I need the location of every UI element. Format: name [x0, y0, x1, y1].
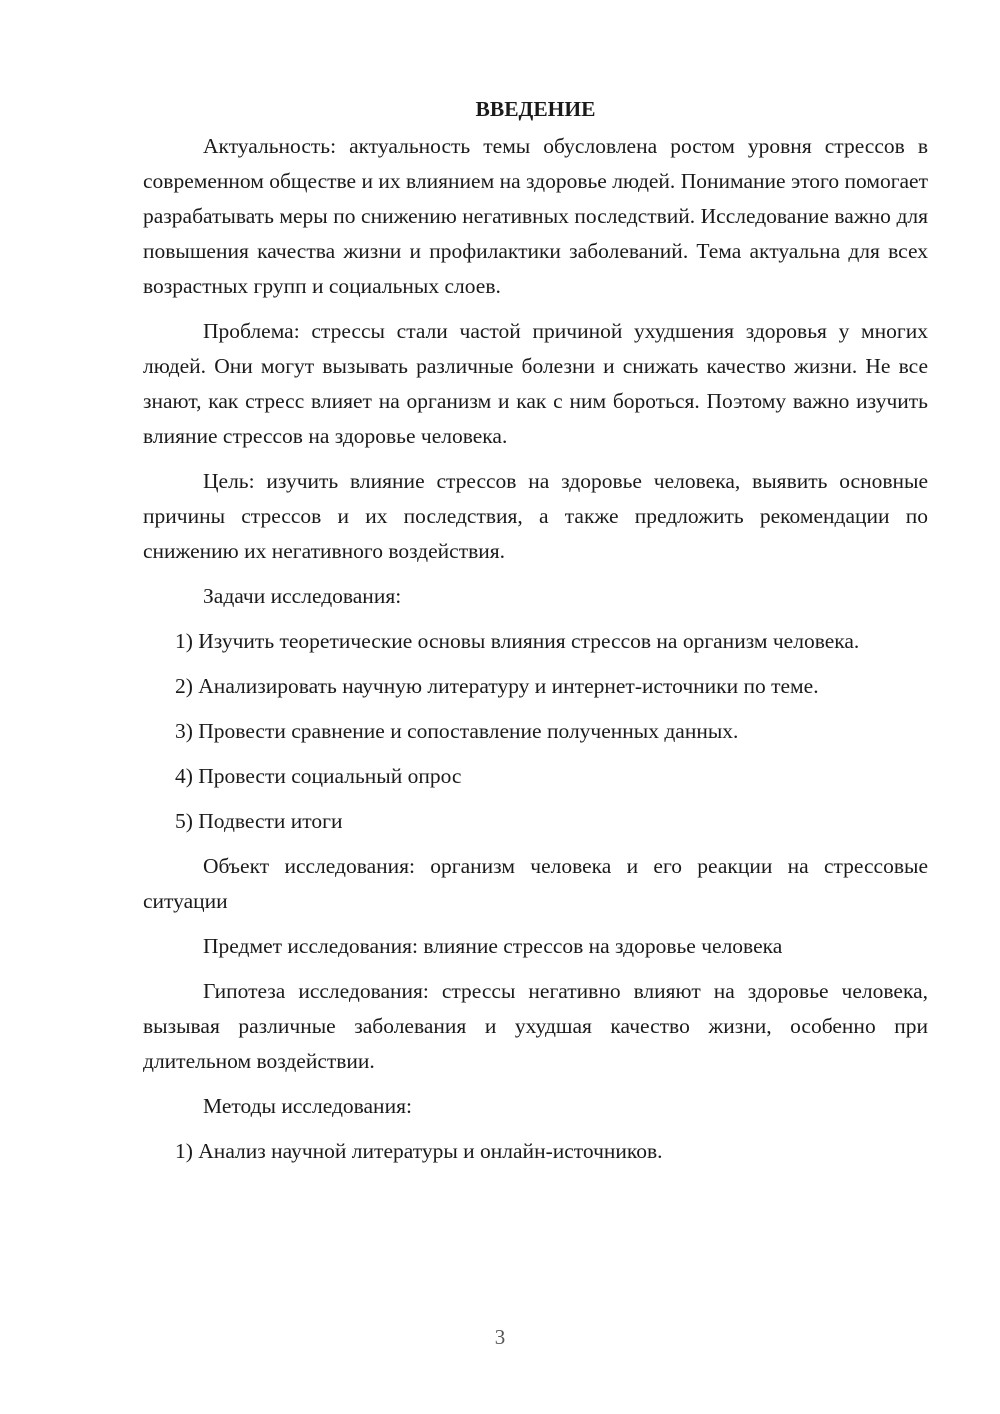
- methods-heading: Методы исследования:: [203, 1094, 412, 1118]
- task-item-5: 5) Подвести итоги: [175, 809, 343, 833]
- section-heading: ВВЕДЕНИЕ: [475, 97, 596, 121]
- subject-paragraph: Предмет исследования: влияние стрессов на здоровье человека: [203, 934, 783, 958]
- task-item-1: 1) Изучить теоретические основы влияния стрессов на организм человека.: [175, 629, 860, 653]
- method-item-1: 1) Анализ научной литературы и онлайн-источников.: [175, 1139, 663, 1163]
- relevance-paragraph: Актуальность: актуальность темы обусловлена ростом уровня стрессов в современном обществе и их влиянием на здоровье людей. Понимание этого помогает разрабатывать меры по снижению негативных последствий. Исследование важно для повышения качества жизни и профилактики заболеваний. Тема актуальна для всех возрастных групп и социальных слоев.: [143, 134, 928, 298]
- task-item-2: 2) Анализировать научную литературу и интернет-источники по теме.: [175, 674, 819, 698]
- page-number: 3: [494, 1325, 506, 1349]
- goal-paragraph: Цель: изучить влияние стрессов на здоровье человека, выявить основные причины стрессов и их последствия, а также предложить рекомендации по снижению их негативного воздействия.: [143, 469, 928, 563]
- page-content: [143, 92, 928, 1179]
- task-item-3: 3) Провести сравнение и сопоставление полученных данных.: [175, 719, 739, 743]
- task-item-4: 4) Провести социальный опрос: [175, 764, 462, 788]
- object-paragraph: Объект исследования: организм человека и его реакции на стрессовые ситуации: [143, 854, 928, 913]
- hypothesis-paragraph: Гипотеза исследования: стрессы негативно влияют на здоровье человека, вызывая различные заболевания и ухудшая качество жизни, особенно при длительном воздействии.: [143, 979, 928, 1073]
- problem-paragraph: Проблема: стрессы стали частой причиной ухудшения здоровья у многих людей. Они могут вызывать различные болезни и снижать качество жизни. Не все знают, как стресс влияет на организм и как с ним бороться. Поэтому важно изучить влияние стрессов на здоровье человека.: [143, 319, 928, 448]
- tasks-heading: Задачи исследования:: [203, 584, 402, 608]
